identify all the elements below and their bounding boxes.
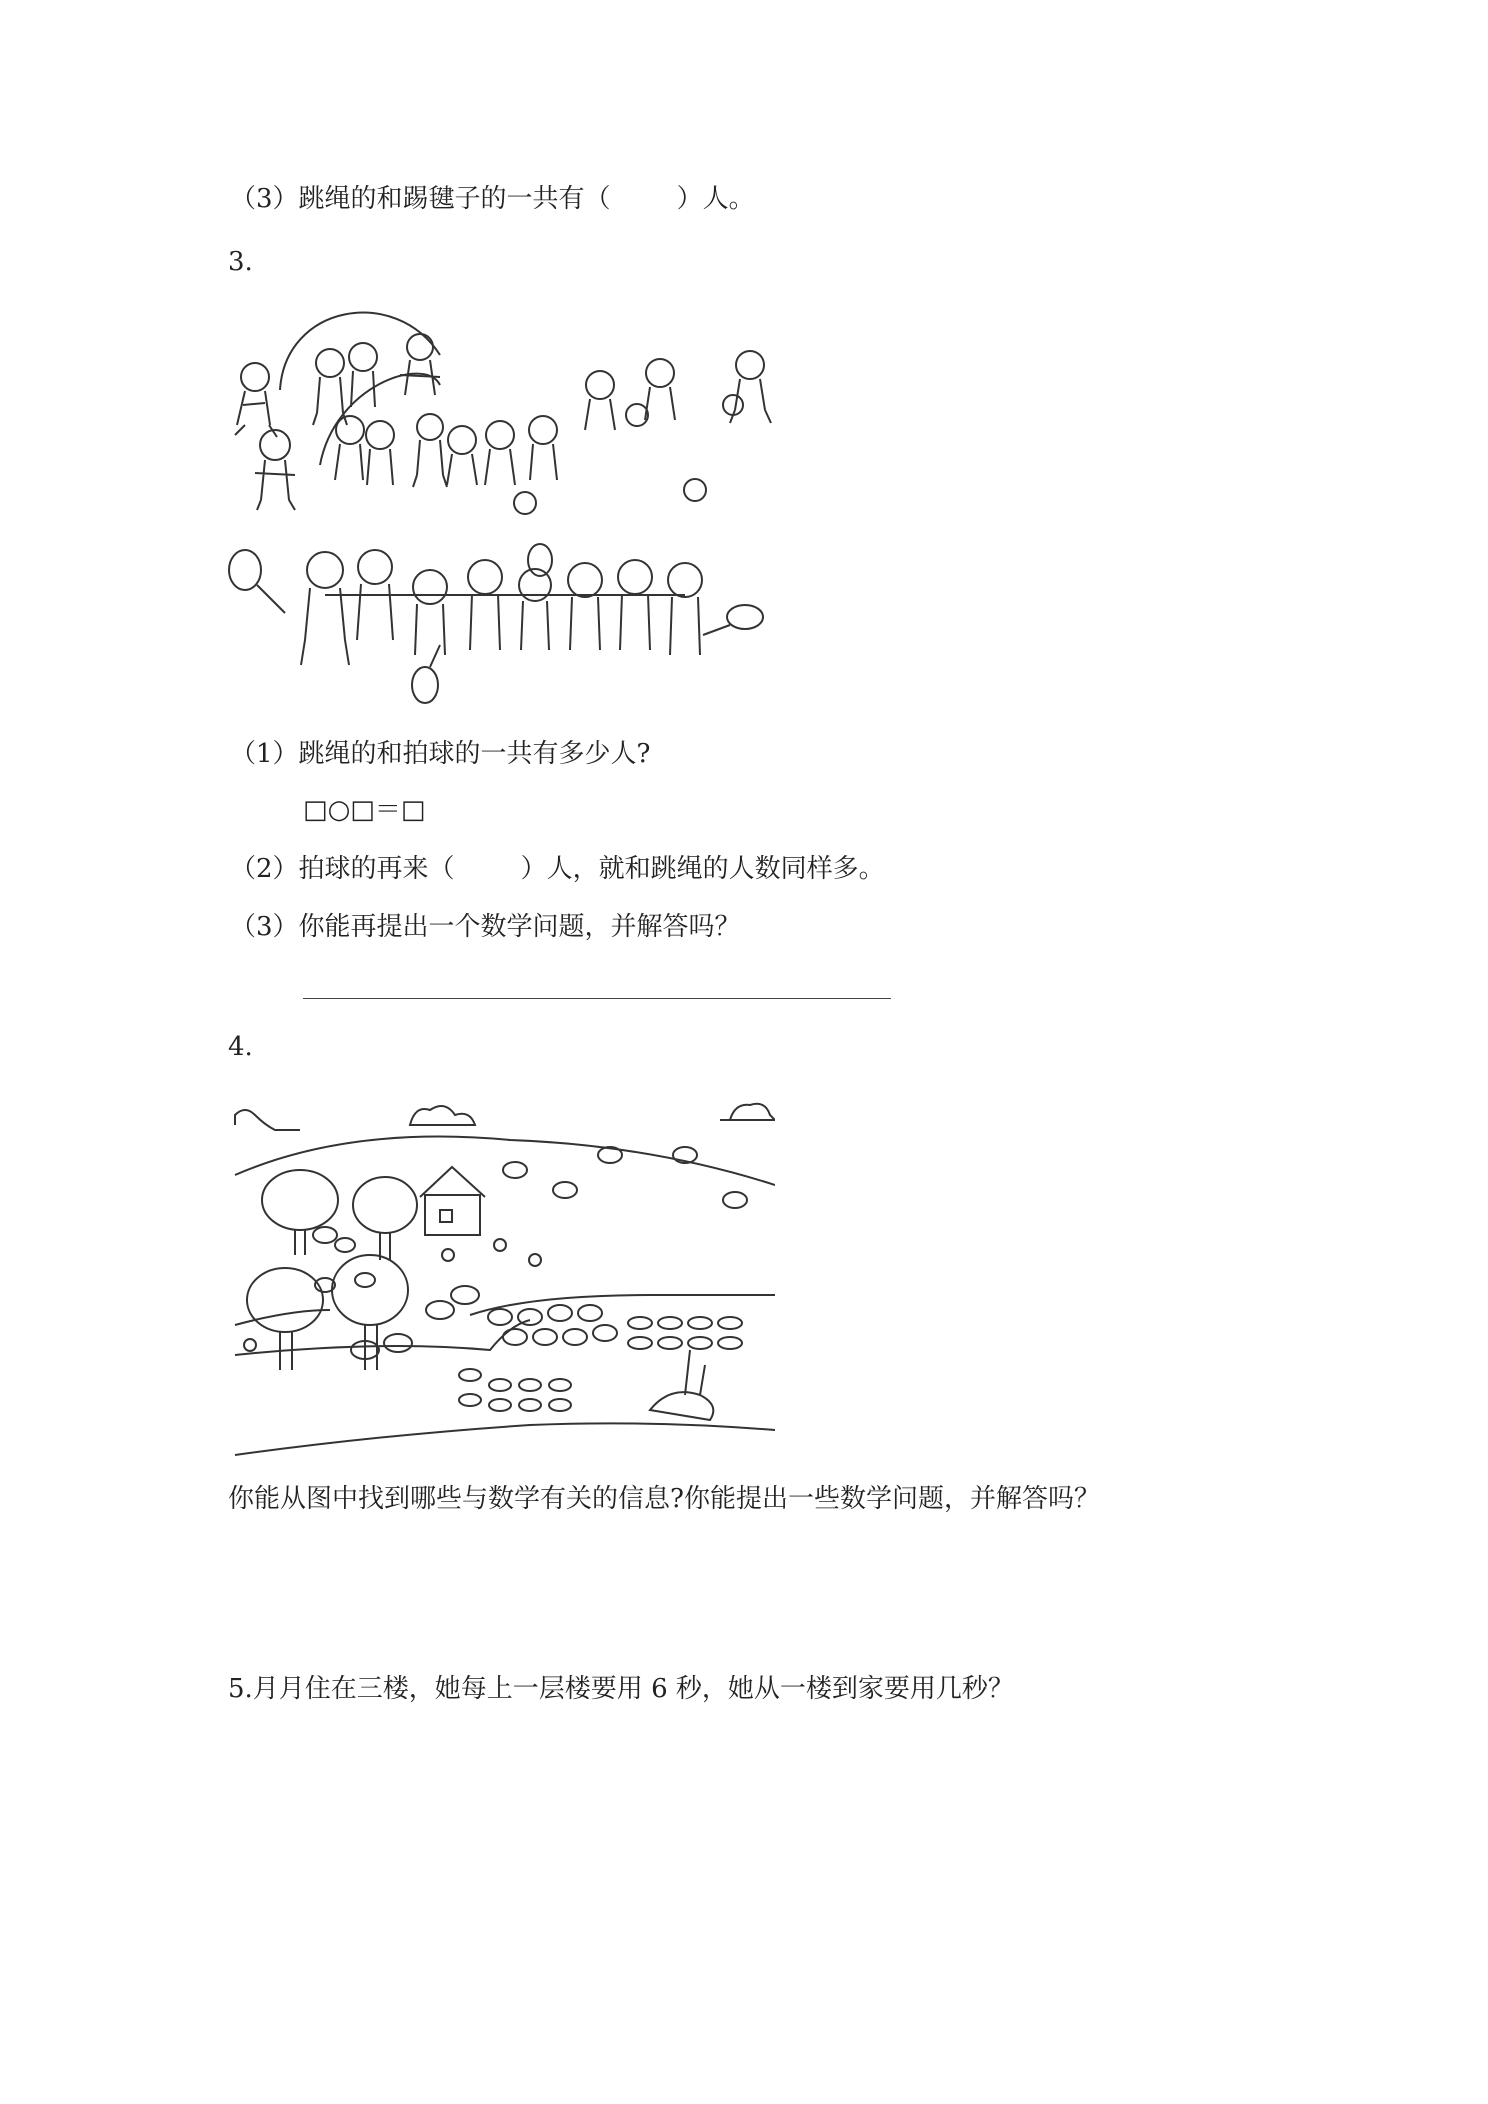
q3-sub3-text: （3）你能再提出一个数学问题，并解答吗？ [230, 912, 741, 942]
q3-number: 3. [228, 247, 253, 277]
answer-line [303, 998, 891, 999]
q4-question-text: 你能从图中找到哪些与数学有关的信息?你能提出一些数学问题，并解答吗？ [228, 1484, 1100, 1514]
children-playing-illustration [225, 295, 795, 715]
bird-icon [313, 1147, 747, 1292]
badminton-group [229, 544, 763, 703]
jump-rope-group [235, 313, 447, 510]
fish-icon [459, 1317, 742, 1411]
reed-icon [650, 1350, 713, 1420]
q3-sub1-text: （1）跳绳的和拍球的一共有多少人? [230, 739, 651, 769]
q5-question-text: 5.月月住在三楼，她每上一层楼要用 6 秒，她从一楼到家要用几秒？ [228, 1674, 1014, 1704]
q3-sub2-text: （2）拍球的再来（ ）人，就和跳绳的人数同样多。 [230, 854, 885, 884]
ball-bouncing-group [447, 351, 771, 514]
cloud-icon [410, 1106, 475, 1125]
farm-pond-illustration [230, 1085, 775, 1465]
q2-sub3-text: （3）跳绳的和踢毽子的一共有（ ）人。 [230, 184, 755, 214]
cloud-icon [235, 1110, 300, 1130]
cloud-icon [720, 1104, 775, 1120]
q4-number: 4. [228, 1032, 253, 1062]
tree-icon [247, 1170, 417, 1370]
q3-equation: □○□＝□ [303, 795, 426, 825]
house-icon [420, 1167, 485, 1235]
